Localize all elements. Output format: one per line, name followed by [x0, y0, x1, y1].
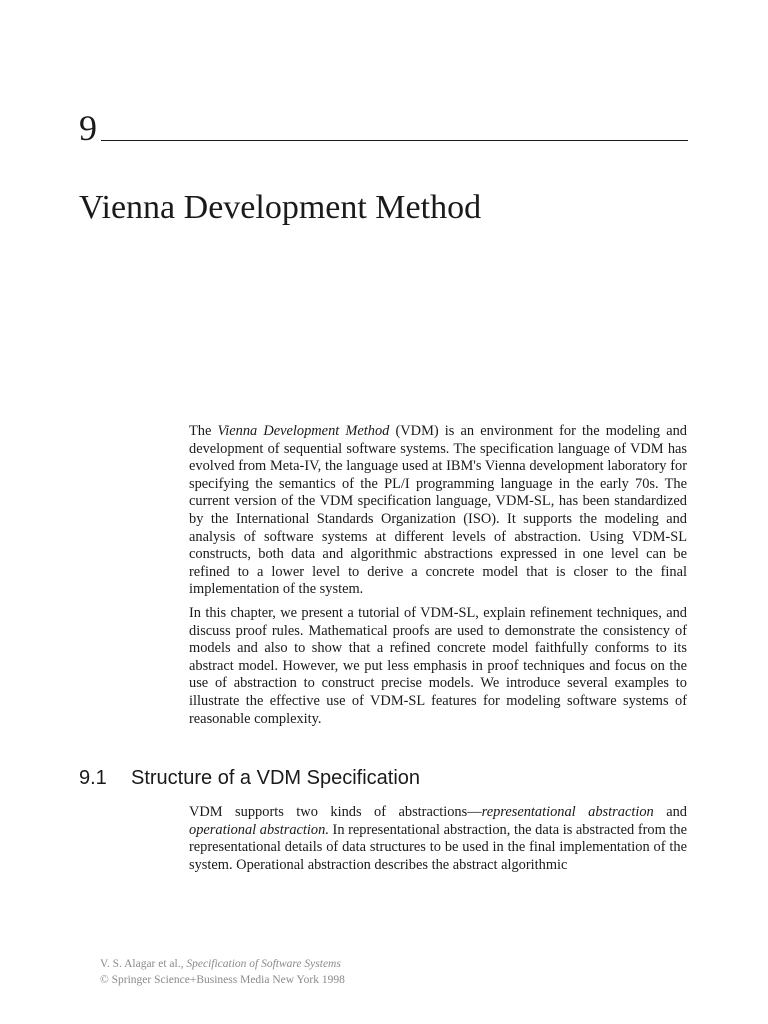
- chapter-header: [79, 108, 688, 148]
- section-heading: [79, 764, 420, 792]
- section-title: Structure of a VDM Specification: [131, 767, 421, 789]
- citation-line: [100, 956, 345, 972]
- chapter-intro: [189, 423, 687, 728]
- footer-authors: V. S. Alagar et al.,: [100, 958, 187, 970]
- chapter-number: 9: [79, 108, 97, 148]
- chapter-title: Vienna Development Method: [79, 189, 482, 226]
- section-number: 9.1: [79, 767, 107, 789]
- copyright-line: © Springer Science+Business Media New York 1998: [100, 974, 345, 986]
- intro-paragraph-2: In this chapter, we present a tutorial of VDM-SL, explain refinement techniques, and discuss proof rules. Mathematical proofs are used to demonstrate the consistency of models and also to show that a refined concrete model faithfully conforms to its abstract model. However, we put less emphasis in proof techniques and focus on the use of abstraction to construct precise models. We introduce several examples to illustrate the effective use of VDM-SL features for modeling software systems of reasonable complexity.: [189, 604, 687, 727]
- chapter-rule: [101, 140, 688, 141]
- vdm-term: Vienna Development Method: [217, 423, 390, 439]
- page-footer: [100, 956, 345, 988]
- section-paragraph-1: VDM supports two kinds of abstractions—representational abstraction and operational abstraction. In representational abstraction, the data is abstracted from the representational details of data structures to be used in the final implementation of the system. Operational abstraction describes the abstract algorithmic: [189, 804, 687, 873]
- section-body: [189, 804, 687, 874]
- intro-paragraph-1: The Vienna Development Method (VDM) is an environment for the modeling and development of sequential software systems. The specification language of VDM has evolved from Meta-IV, the language used at IBM's Vienna development laboratory for specifying the semantics of the PL/I programming language in the early 70s. The current version of the VDM specification language, VDM-SL, has been standardized by the International Standards Organization (ISO). It supports the modeling and analysis of software systems at different levels of abstraction. Using VDM-SL constructs, both data and algorithmic abstractions expressed in one level can be refined to a lower level to derive a concrete model that is closer to the final implementation of the system.: [189, 423, 688, 598]
- footer-book-title: Specification of Software Systems: [186, 958, 341, 970]
- representational-abstraction-term: representational abstraction: [481, 804, 654, 820]
- operational-abstraction-term: operational abstraction.: [189, 821, 329, 838]
